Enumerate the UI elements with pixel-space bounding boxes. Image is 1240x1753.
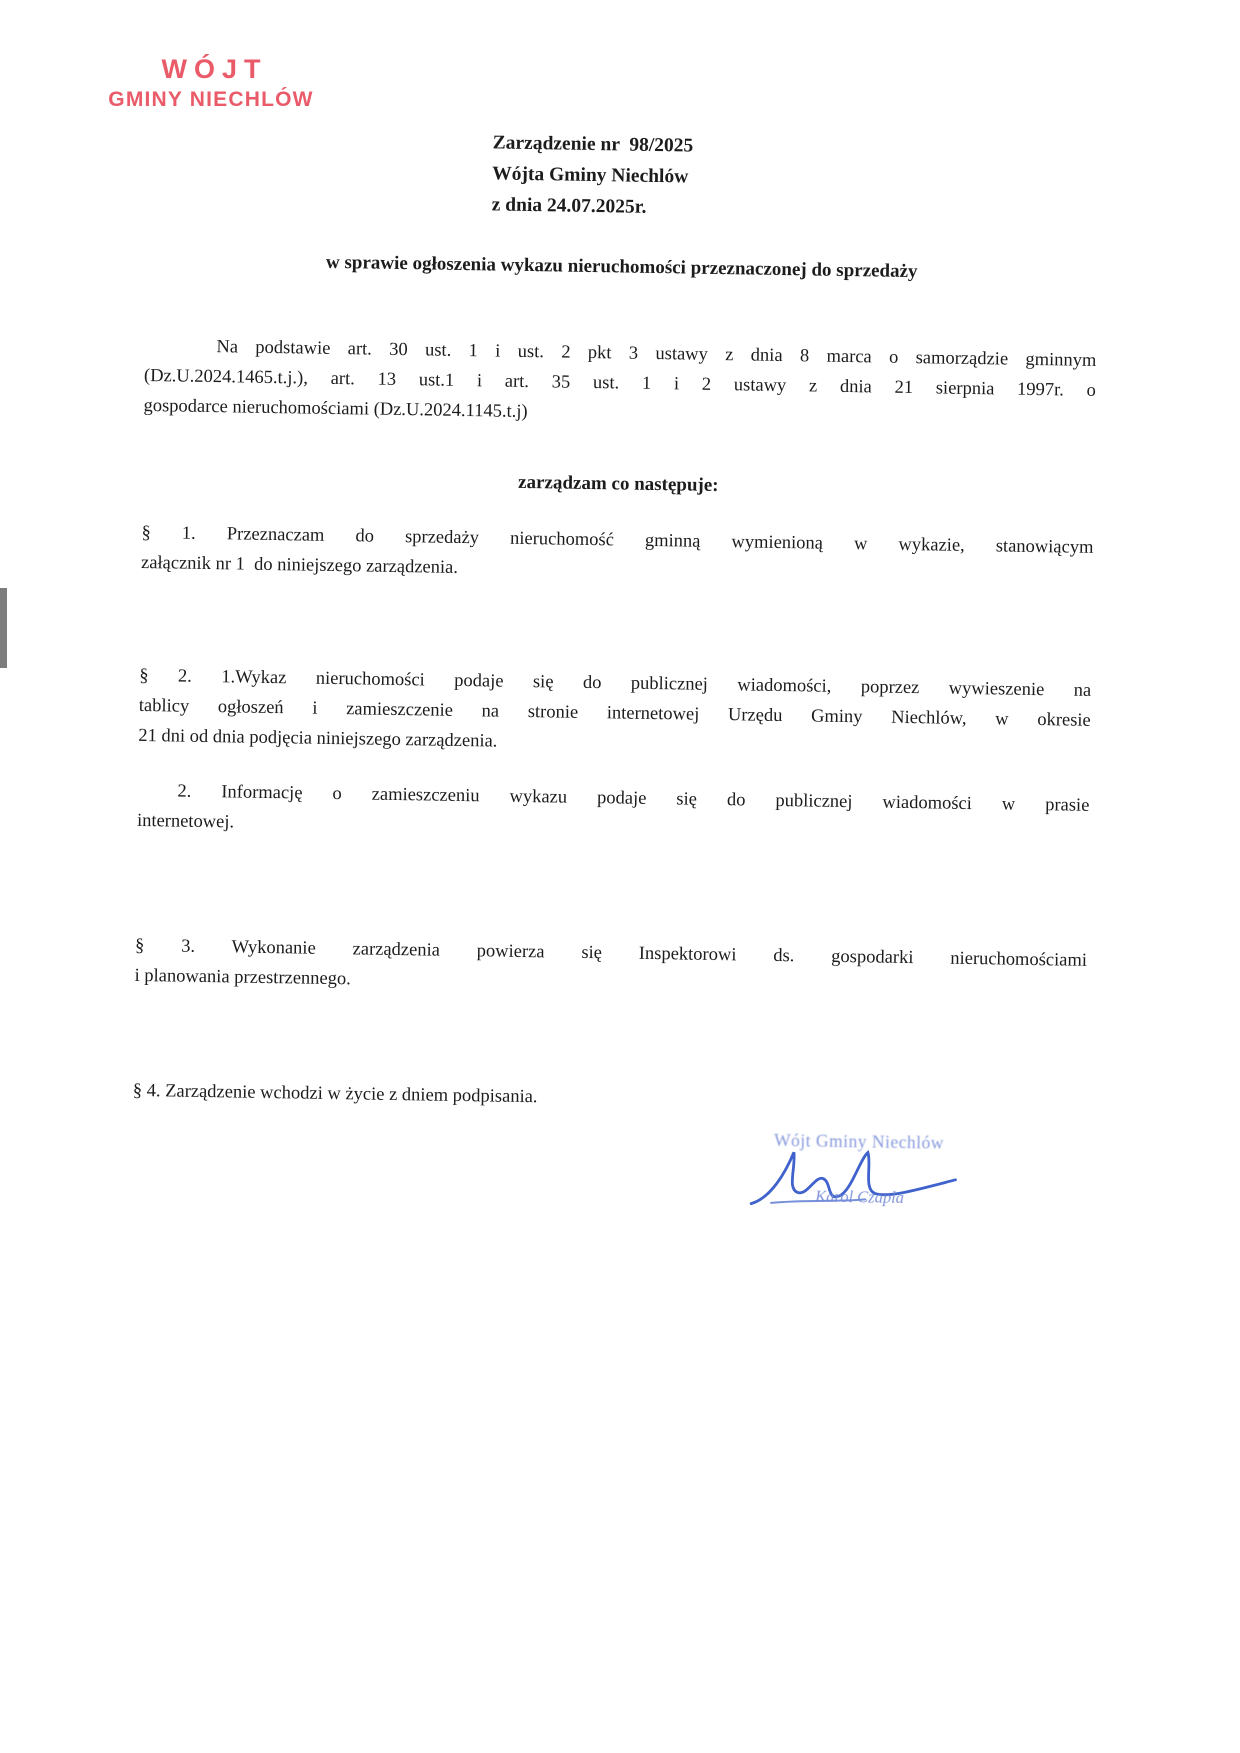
text-line: Na podstawie art. 30 ust. 1 i ust. 2 pkt 3 ustawy z dnia 8 marca o samorządzie gminnym	[216, 337, 1097, 371]
legal-basis-paragraph	[143, 331, 1096, 436]
title-line-issuer: Wójta Gminy Niechlów	[492, 163, 689, 188]
stamp-line-2: GMINY NIECHLÓW	[108, 88, 314, 111]
office-stamp	[106, 54, 316, 112]
text-line: § 2. 1.Wykaz nieruchomości podaje się do publicznej wiadomości, poprzez wywieszenie na	[139, 665, 1092, 701]
section-1-paragraph	[141, 518, 1094, 593]
text-line: § 4. Zarządzenie wchodzi w życie z dniem podpisania.	[132, 1080, 538, 1108]
section-2-subparagraph-2	[137, 776, 1090, 851]
stamp-line-1: WÓJT	[161, 54, 268, 84]
text-line: i planowania przestrzennego.	[134, 965, 351, 990]
signature-block	[742, 1129, 1074, 1254]
section-2-paragraph	[138, 661, 1091, 766]
text-line: (Dz.U.2024.1465.t.j.), art. 13 ust.1 i art. 35 ust. 1 i 2 ustawy z dnia 21 sierpnia 1997r. o	[143, 365, 1097, 401]
text-line: tablicy ogłoszeń i zamieszczenie na stronie internetowej Urzędu Gminy Niechlów, w okresie	[138, 695, 1091, 731]
document-body	[130, 122, 1099, 1255]
section-4-paragraph	[133, 1076, 1085, 1121]
signature-name: Karol Czapla	[815, 1186, 905, 1208]
section-3-paragraph	[134, 931, 1087, 1006]
title-block	[491, 127, 1099, 230]
text-line: 2. Informację o zamieszczeniu wykazu podaje się do publicznej wiadomości w prasie	[177, 781, 1090, 816]
scan-artifact-bar	[0, 588, 7, 668]
subject-line: w sprawie ogłoszenia wykazu nieruchomości przeznaczonej do sprzedaży	[325, 251, 918, 283]
title-line-number: Zarządzenie nr 98/2025	[492, 132, 694, 157]
text-line: gospodarce nieruchomościami (Dz.U.2024.1145.t.j)	[143, 395, 528, 422]
signature-role: Wójt Gminy Niechlów	[773, 1129, 945, 1153]
text-line: załącznik nr 1 do niniejszego zarządzenia.	[140, 552, 459, 578]
text-line: § 1. Przeznaczam do sprzedaży nieruchomość gminną wymienioną w wykazie, stanowiącym	[141, 522, 1094, 558]
title-line-date: z dnia 24.07.2025r.	[491, 194, 647, 218]
text-line: § 3. Wykonanie zarządzenia powierza się Inspektorowi ds. gospodarki nieruchomościami	[134, 935, 1088, 971]
order-heading: zarządzam co następuje:	[517, 471, 719, 497]
text-line: internetowej.	[136, 810, 235, 833]
text-line: 21 dni od dnia podjęcia niniejszego zarządzenia.	[138, 725, 498, 752]
